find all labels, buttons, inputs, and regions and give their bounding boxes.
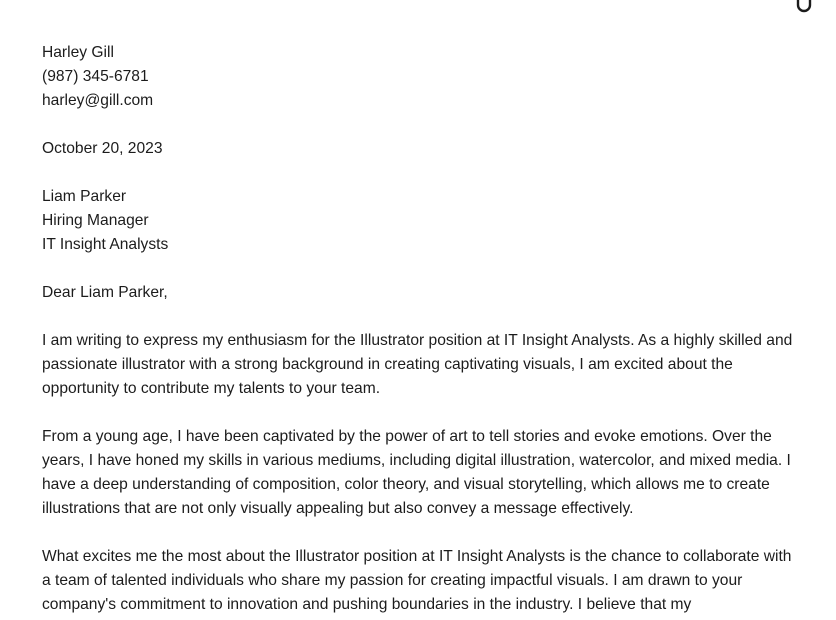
body-paragraph-2: From a young age, I have been captivated by the power of art to tell stories and evoke emotions. Over the years, I have honed my skills in various mediums, including digital illustration, watercolor, and mixed media. I have a deep understanding of composition, color theory, and visual storytelling, which allows me to create illustrations that are not only visually appealing but also convey a message effectively. — [42, 428, 791, 517]
sender-email: harley@gill.com — [42, 92, 154, 109]
recipient-name: Liam Parker — [42, 188, 127, 205]
sender-phone: (987) 345-6781 — [42, 68, 149, 85]
recipient-company: IT Insight Analysts — [42, 236, 169, 253]
attachment-icon[interactable] — [795, 0, 813, 14]
recipient-block — [42, 185, 802, 257]
body-paragraph-1: I am writing to express my enthusiasm for the Illustrator position at IT Insight Analysts. As a highly skilled and passionate illustrator with a strong background in creating captivating visuals, I am excited about the opportunity to contribute my talents to your team. — [42, 332, 793, 397]
body-paragraph-3: What excites me the most about the Illustrator position at IT Insight Analysts is the chance to collaborate with a team of talented individuals who share my passion for creating impactful visuals. I am drawn to your company's commitment to innovation and pushing boundaries in the industry. I believe that my — [42, 548, 792, 613]
recipient-title: Hiring Manager — [42, 212, 149, 229]
salutation: Dear Liam Parker, — [42, 284, 168, 301]
sender-block — [42, 41, 802, 113]
letter-date: October 20, 2023 — [42, 140, 163, 157]
cover-letter — [42, 41, 802, 617]
sender-name: Harley Gill — [42, 44, 114, 61]
